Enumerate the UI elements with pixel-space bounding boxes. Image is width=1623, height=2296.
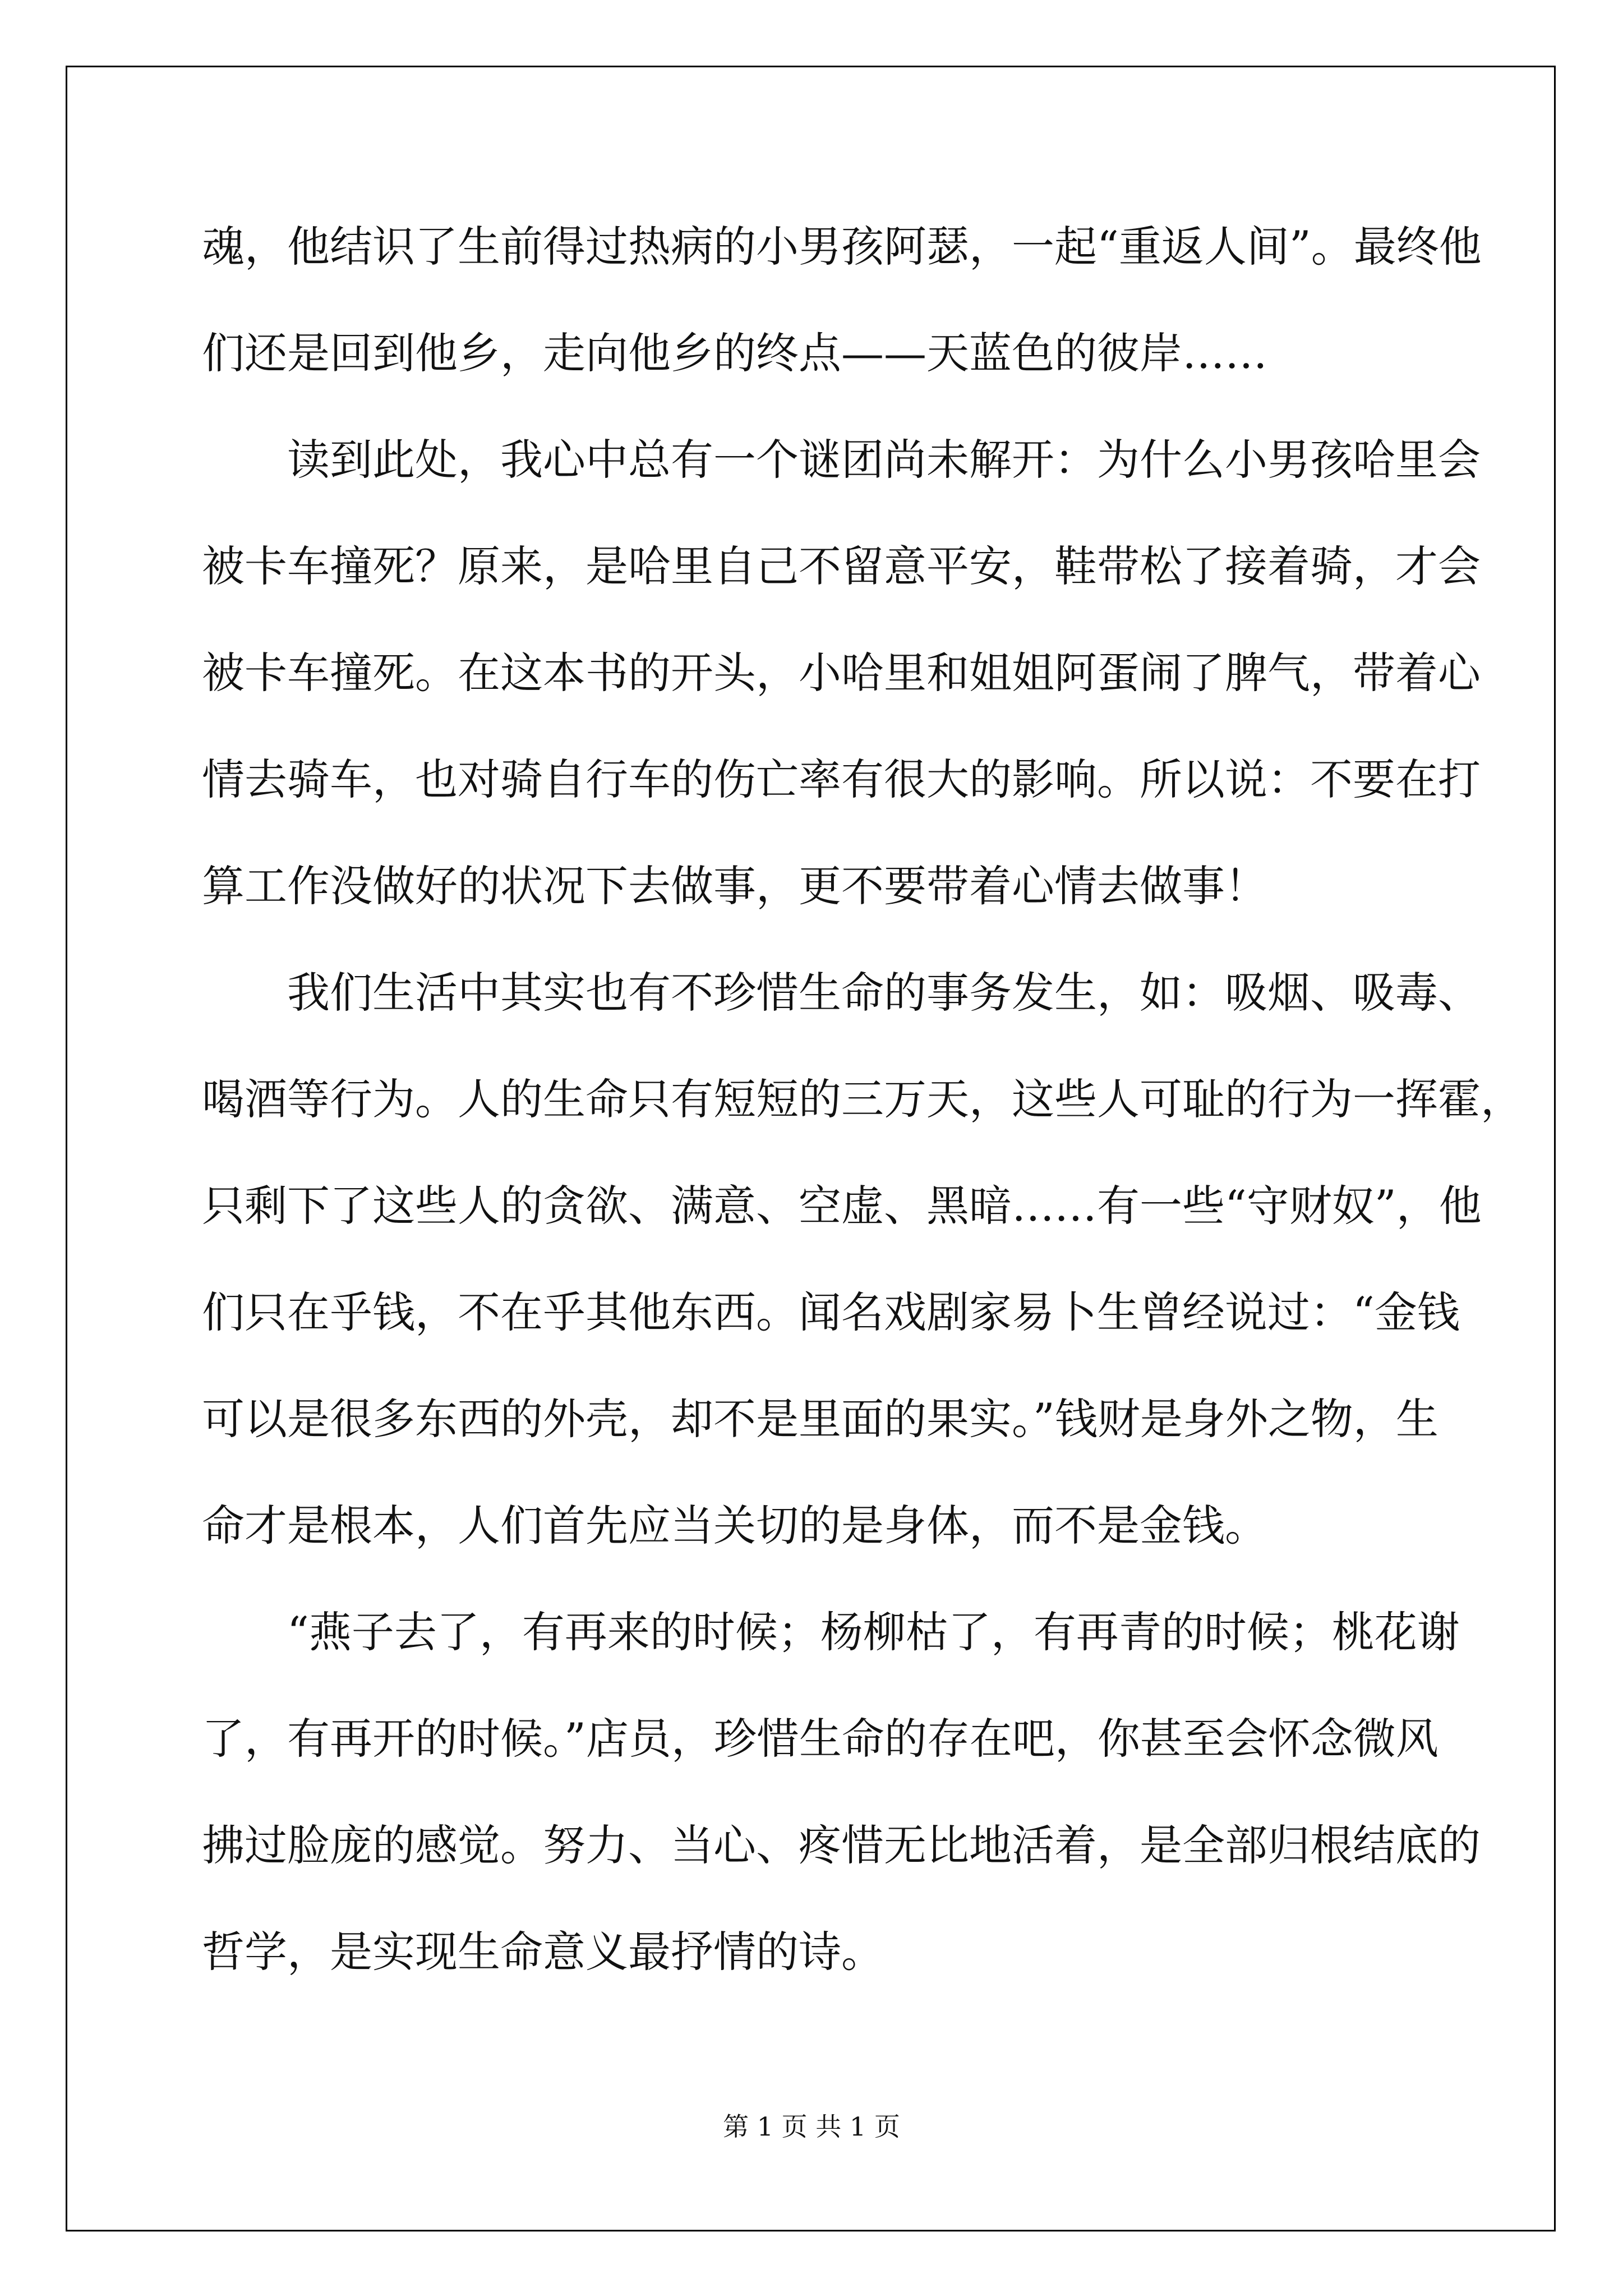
text-line: 拂过脸庞的感觉。努力、当心、疼惜无比地活着，是全部归根结底的 [202, 1820, 1481, 1870]
page-number-label: 第 1 页 共 1 页 [723, 2111, 900, 2142]
text-line: 哲学，是实现生命意义最抒情的诗。 [202, 1927, 884, 1977]
text-line: 情去骑车，也对骑自行车的伤亡率有很大的影响。所以说：不要在打 [202, 754, 1481, 804]
text-line: 被卡车撞死？原来，是哈里自己不留意平安，鞋带松了接着骑，才会 [202, 541, 1481, 591]
document-body [202, 222, 1523, 2033]
text-line: 算工作没做好的状况下去做事，更不要带着心情去做事！ [202, 861, 1267, 911]
text-line: 可以是很多东西的外壳，却不是里面的果实。”钱财是身外之物，生 [202, 1394, 1438, 1444]
text-line: 读到此处，我心中总有一个谜团尚未解开：为什么小男孩哈里会 [287, 435, 1481, 485]
text-line: 了，有再开的时候。”店员，珍惜生命的存在吧，你甚至会怀念微风 [202, 1714, 1438, 1764]
text-line: 我们生活中其实也有不珍惜生命的事务发生，如：吸烟、吸毒、 [287, 968, 1481, 1018]
text-line: 魂，他结识了生前得过热病的小男孩阿瑟，一起“重返人间”。最终他 [202, 222, 1482, 272]
page-footer [0, 2106, 1623, 2143]
text-line: 被卡车撞死。在这本书的开头，小哈里和姐姐阿蛋闹了脾气，带着心 [202, 648, 1481, 698]
text-line: “燕子去了，有再来的时候；杨柳枯了，有再青的时候；桃花谢 [287, 1607, 1460, 1657]
text-line: 喝酒等行为。人的生命只有短短的三万天，这些人可耻的行为一挥霍， [202, 1074, 1523, 1124]
text-line: 们还是回到他乡，走向他乡的终点——天蓝色的彼岸…… [202, 328, 1267, 378]
text-line: 只剩下了这些人的贪欲、满意、空虚、黑暗……有一些“守财奴”，他 [202, 1181, 1482, 1231]
text-line: 命才是根本，人们首先应当关切的是身体，而不是金钱。 [202, 1501, 1267, 1550]
text-line: 们只在乎钱，不在乎其他东西。闻名戏剧家易卜生曾经说过：“金钱 [202, 1287, 1460, 1337]
